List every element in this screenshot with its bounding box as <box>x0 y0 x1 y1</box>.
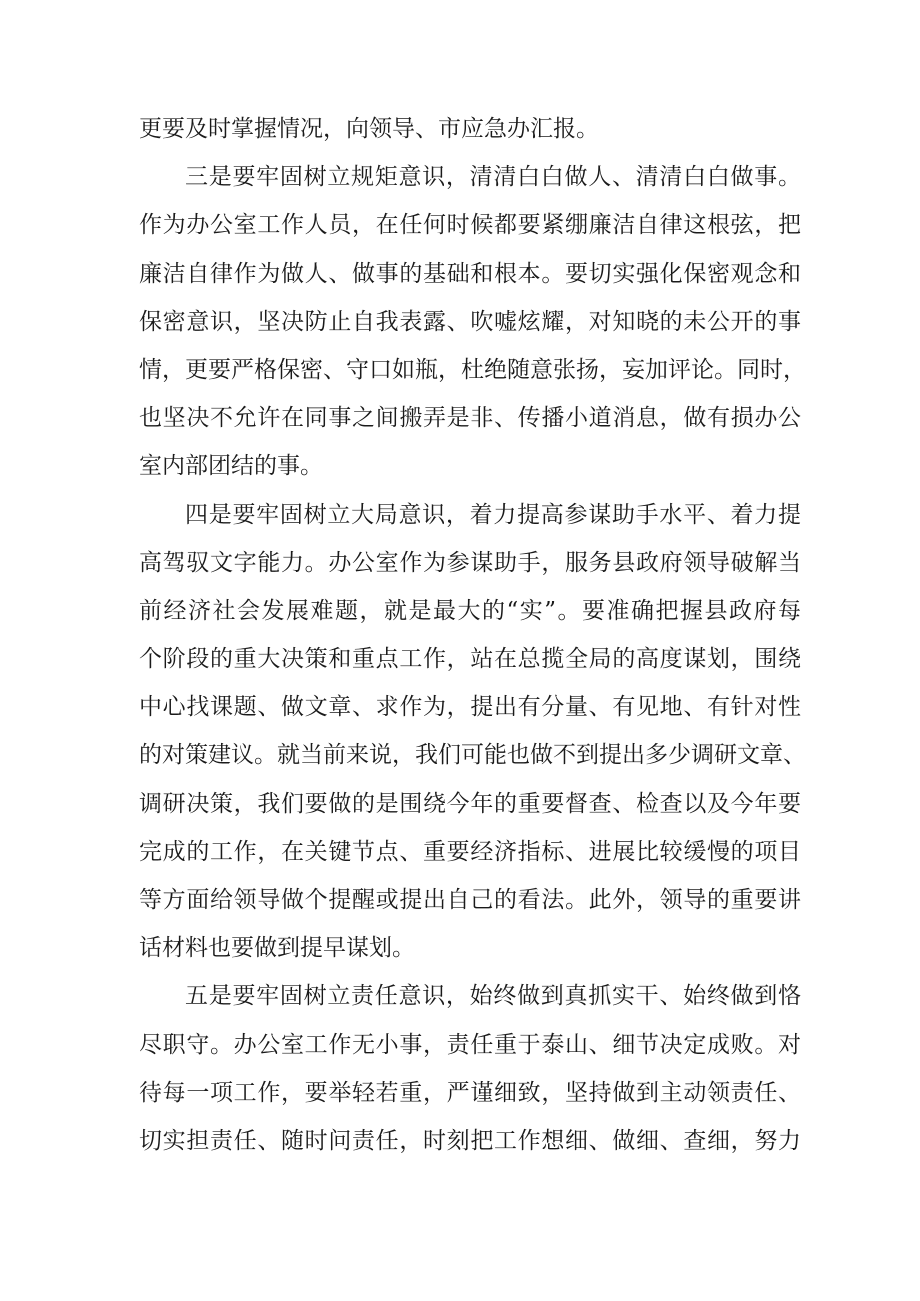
text-line: 待每一项工作，要举轻若重，严谨细致，坚持做到主动领责任、 <box>139 1079 801 1106</box>
text-line: 等方面给领导做个提醒或提出自己的看法。此外，领导的重要讲 <box>139 887 801 913</box>
text-line: 中心找课题、做文章、求作为，提出有分量、有见地、有针对性 <box>139 694 801 721</box>
text-line: 完成的工作，在关键节点、重要经济指标、进展比较缓慢的项目 <box>139 838 801 865</box>
text-line: 的对策建议。就当前来说，我们可能也做不到提出多少调研文章、 <box>139 742 806 769</box>
paragraph-first-line: 四是要牢固树立大局意识，着力提高参谋助手水平、着力提 <box>185 501 801 528</box>
text-line: 也坚决不允许在同事之间搬弄是非、传播小道消息，做有损办公 <box>139 405 801 432</box>
text-line: 切实担责任、随时问责任，时刻把工作想细、做细、查细，努力 <box>139 1127 801 1154</box>
text-line: 前经济社会发展难题，就是最大的“实”。要准确把握县政府每 <box>139 597 801 624</box>
body-text <box>139 105 806 1165</box>
text-line: 个阶段的重大决策和重点工作，站在总揽全局的高度谋划，围绕 <box>139 646 801 673</box>
paragraph-first-line: 五是要牢固树立责任意识，始终做到真抓实干、始终做到恪 <box>185 983 801 1010</box>
text-line: 情，更要严格保密、守口如瓶，杜绝随意张扬，妄加评论。同时， <box>139 356 806 383</box>
text-line: 廉洁自律作为做人、做事的基础和根本。要切实强化保密观念和 <box>139 260 801 287</box>
text-line: 室内部团结的事。 <box>139 453 323 480</box>
text-line: 保密意识，坚决防止自我表露、吹嘘炫耀，对知晓的未公开的事 <box>139 308 801 335</box>
paragraph-first-line: 三是要牢固树立规矩意识，清清白白做人、清清白白做事。 <box>185 164 801 191</box>
text-line: 调研决策，我们要做的是围绕今年的重要督查、检查以及今年要 <box>139 790 801 817</box>
text-line: 话材料也要做到提早谋划。 <box>139 935 415 962</box>
text-line: 高驾驭文字能力。办公室作为参谋助手，服务县政府领导破解当 <box>139 549 801 576</box>
text-line: 作为办公室工作人员，在任何时候都要紧绷廉洁自律这根弦，把 <box>139 212 801 239</box>
text-line: 尽职守。办公室工作无小事，责任重于泰山、细节决定成败。对 <box>139 1031 801 1058</box>
text-line: 更要及时掌握情况，向领导、市应急办汇报。 <box>139 116 599 142</box>
